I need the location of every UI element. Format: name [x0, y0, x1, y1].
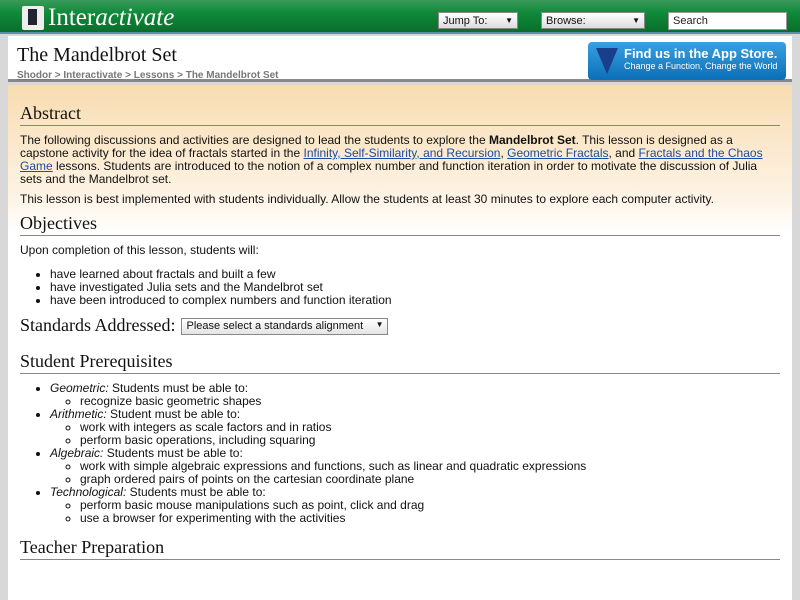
standards-select[interactable]: Please select a standards alignment ▼	[181, 318, 388, 335]
teacher-preparation-heading: Teacher Preparation	[20, 537, 780, 560]
app-logo-icon	[596, 48, 618, 74]
link-infinity[interactable]: Infinity, Self-Similarity, and Recursion	[303, 146, 501, 160]
list-item: ◦ graph ordered pairs of points on the cartesian coordinate plane	[80, 473, 780, 486]
top-bar	[0, 0, 800, 34]
jump-to-select[interactable]: Jump To: ▼	[438, 12, 518, 29]
prereq-group: • Arithmetic: Student must be able to: ◦ work with integers as scale factors and in ratios ◦ perform basic operations, including squaring	[50, 408, 780, 447]
breadcrumb-lessons[interactable]: Lessons	[133, 70, 175, 81]
list-item: ◦ perform basic mouse manipulations such as point, click and drag	[80, 499, 780, 512]
dropdown-arrow-icon: ▼	[632, 16, 640, 25]
list-item: ◦ use a browser for experimenting with the activities	[80, 512, 780, 525]
objectives-intro: Upon completion of this lesson, students will:	[20, 243, 259, 257]
standards-heading: Standards Addressed:	[20, 315, 176, 335]
link-chaos-game[interactable]: Fractals and the Chaos Game	[20, 146, 763, 173]
abstract-heading: Abstract	[20, 103, 780, 126]
prerequisites-list	[50, 382, 780, 525]
breadcrumb: Shodor > Interactivate > Lessons > The Mandelbrot Set	[17, 70, 279, 81]
list-item: ◦ recognize basic geometric shapes	[80, 395, 780, 408]
interactivate-logo[interactable]: Inter activate	[22, 4, 174, 32]
objectives-heading: Objectives	[20, 213, 780, 236]
link-geometric-fractals[interactable]: Geometric Fractals	[507, 146, 609, 160]
search-input[interactable]: Search	[668, 12, 787, 30]
app-store-button[interactable]: Find us in the App Store. Change a Function, Change the World	[588, 42, 786, 80]
main-content	[8, 85, 792, 600]
list-item: • have investigated Julia sets and the Mandelbrot set	[50, 281, 780, 294]
prereq-group: • Technological: Students must be able to: ◦ perform basic mouse manipulations such as point, click and drag ◦ use a browser for experimenting with the activities	[50, 486, 780, 525]
list-item: ◦ work with integers as scale factors and in ratios	[80, 421, 780, 434]
abstract-paragraph: The following discussions and activities are designed to lead the students to explore the Mandelbrot Set. This lesson is designed as a capstone activity for the idea of fractals started in the Infinity, Self-Similarity, and Recursion, Geometric Fractals, and Fractals and the Chaos Game lessons. Students are introduced to the notion of a complex number and function iteration in order to motivate the discussion of Julia sets and the Mandelbrot set.	[20, 133, 763, 186]
list-item: ◦ perform basic operations, including squaring	[80, 434, 780, 447]
prereq-group: • Geometric: Students must be able to: ◦ recognize basic geometric shapes	[50, 382, 780, 408]
breadcrumb-interactivate[interactable]: Interactivate	[63, 70, 123, 81]
prerequisites-heading: Student Prerequisites	[20, 351, 780, 374]
standards-section	[20, 315, 780, 337]
list-item: • have learned about fractals and built a few	[50, 268, 780, 281]
list-item: ◦ work with simple algebraic expressions and functions, such as linear and quadratic expressions	[80, 460, 780, 473]
browse-select[interactable]: Browse: ▼	[541, 12, 645, 29]
breadcrumb-current: The Mandelbrot Set	[185, 70, 279, 81]
logo-icon	[22, 6, 44, 30]
prereq-group: • Algebraic: Students must be able to: ◦ work with simple algebraic expressions and functions, such as linear and quadratic expressions ◦ graph ordered pairs of points on the cartesian coordinate plane	[50, 447, 780, 486]
dropdown-arrow-icon: ▼	[375, 319, 384, 329]
objectives-list	[50, 268, 780, 307]
page-header	[8, 36, 792, 82]
page-title: The Mandelbrot Set	[17, 44, 177, 66]
breadcrumb-shodor[interactable]: Shodor	[17, 70, 52, 81]
list-item: • have been introduced to complex numbers and function iteration	[50, 294, 780, 307]
abstract-paragraph-2: This lesson is best implemented with students individually. Allow the students at least 30 minutes to explore each computer activity.	[20, 192, 714, 206]
dropdown-arrow-icon: ▼	[505, 16, 513, 25]
